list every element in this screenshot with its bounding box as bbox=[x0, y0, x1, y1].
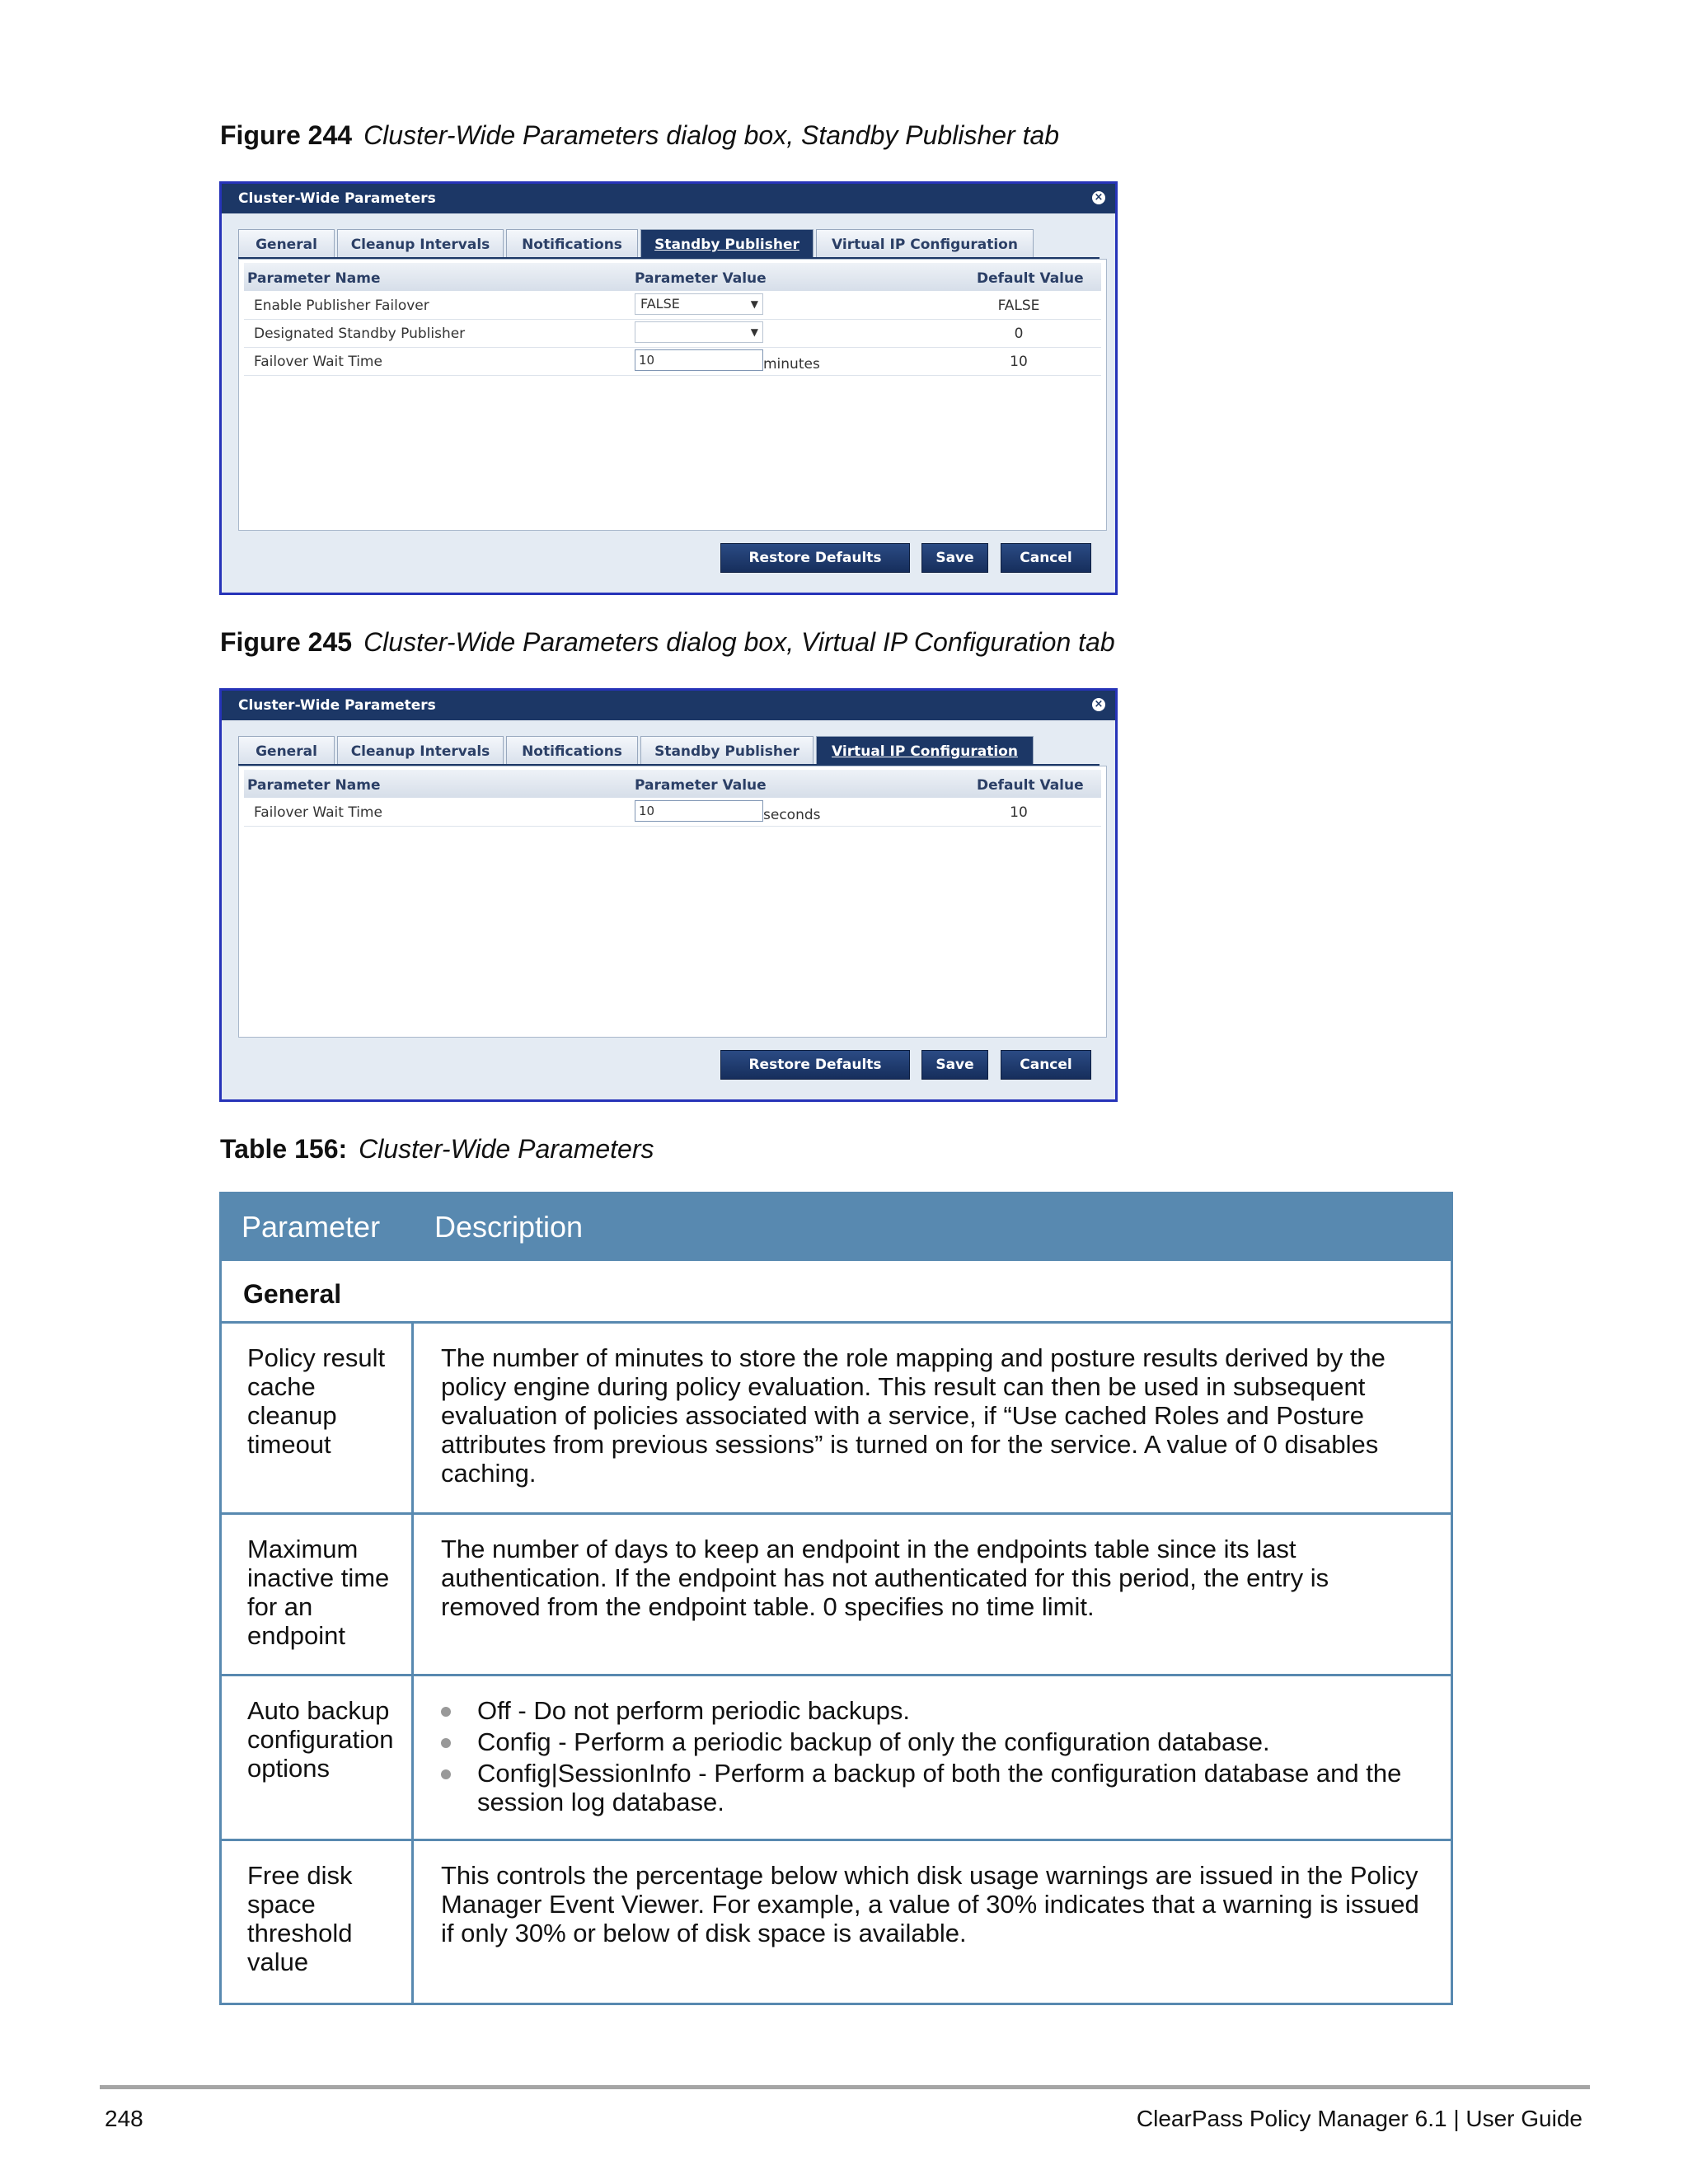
column-default-value: Default Value bbox=[977, 777, 1084, 794]
figure-244-caption bbox=[220, 120, 1059, 151]
button-bar bbox=[222, 1045, 1115, 1086]
figure-caption-text: Cluster-Wide Parameters dialog box, Virtual IP Configuration tab bbox=[363, 627, 1115, 657]
param-unit: seconds bbox=[763, 807, 821, 823]
column-parameter-value: Parameter Value bbox=[635, 777, 767, 794]
footer-divider bbox=[100, 2085, 1590, 2089]
grid-row bbox=[244, 291, 1101, 320]
column-parameter-value: Parameter Value bbox=[635, 270, 767, 287]
save-button[interactable]: Save bbox=[921, 543, 988, 573]
param-name: Designated Standby Publisher bbox=[254, 326, 466, 342]
param-name: Failover Wait Time bbox=[254, 804, 382, 821]
document-title: ClearPass Policy Manager 6.1 | User Guide bbox=[1136, 2106, 1582, 2131]
column-default-value: Default Value bbox=[977, 270, 1084, 287]
header-parameter: Parameter bbox=[241, 1210, 381, 1244]
close-icon[interactable]: × bbox=[1092, 698, 1105, 711]
tab-standby-publisher[interactable]: Standby Publisher bbox=[640, 229, 814, 257]
row-description: The number of days to keep an endpoint in the endpoints table since its last authentication. If the endpoint has not authenticated for this period, the entry is removed from the endpoint table. 0 specifies no time limit. bbox=[441, 1535, 1329, 1621]
table-row bbox=[219, 1676, 1453, 1841]
column-parameter-name: Parameter Name bbox=[247, 270, 381, 287]
button-bar bbox=[222, 538, 1115, 579]
param-default: 10 bbox=[1010, 804, 1028, 821]
bullet-item: Off - Do not perform periodic backups. bbox=[439, 1696, 1428, 1725]
tab-notifications[interactable]: Notifications bbox=[506, 736, 638, 764]
row-parameter: Maximum inactive time for an endpoint bbox=[222, 1515, 414, 1674]
row-description: This controls the percentage below which disk usage warnings are issued in the Policy Manager Event Viewer. For example, a value of 30% indicates that a warning is issued if only 30% or below of disk space is available. bbox=[441, 1861, 1419, 1947]
param-unit: minutes bbox=[763, 356, 820, 373]
dropdown-arrow-icon: ▼ bbox=[750, 326, 758, 338]
grid-row bbox=[244, 319, 1101, 348]
figure-label: Figure 244 bbox=[220, 120, 353, 150]
select-value: FALSE bbox=[640, 296, 680, 312]
param-name: Enable Publisher Failover bbox=[254, 298, 429, 314]
grid-row bbox=[244, 798, 1101, 827]
cluster-wide-parameters-table bbox=[219, 1192, 1453, 2005]
grid-row bbox=[244, 347, 1101, 376]
failover-wait-time-input[interactable]: 10 bbox=[635, 800, 763, 822]
row-description: The number of minutes to store the role mapping and posture results derived by the policy engine during policy evaluation. This result can then be used in subsequent evaluation of policies associated with a service, if “Use cached Roles and Posture attributes from previous sessions” is turned on for the service. A value of 0 disables caching. bbox=[441, 1343, 1386, 1488]
bullet-item: Config - Perform a periodic backup of only the configuration database. bbox=[439, 1727, 1428, 1756]
table-row bbox=[219, 1841, 1453, 2005]
table-header bbox=[219, 1192, 1453, 1261]
restore-defaults-button[interactable]: Restore Defaults bbox=[720, 543, 910, 573]
figure-245-caption bbox=[220, 627, 1115, 658]
param-default: FALSE bbox=[997, 298, 1040, 314]
tab-virtual-ip-configuration[interactable]: Virtual IP Configuration bbox=[816, 736, 1034, 764]
table-caption-text: Cluster-Wide Parameters bbox=[359, 1134, 654, 1164]
failover-wait-time-input[interactable]: 10 bbox=[635, 349, 763, 371]
tab-cleanup-intervals[interactable]: Cleanup Intervals bbox=[337, 736, 504, 764]
designated-standby-publisher-select[interactable] bbox=[635, 321, 763, 343]
row-parameter: Policy result cache cleanup timeout bbox=[222, 1324, 414, 1512]
dialog-title: Cluster-Wide Parameters bbox=[238, 697, 436, 714]
param-default: 10 bbox=[1010, 354, 1028, 370]
tab-general[interactable]: General bbox=[238, 229, 335, 257]
param-default: 0 bbox=[1014, 326, 1024, 342]
cluster-wide-parameters-dialog bbox=[219, 181, 1118, 595]
dialog-title-bar bbox=[222, 691, 1115, 720]
enable-publisher-failover-select[interactable] bbox=[635, 293, 763, 315]
row-parameter: Free disk space threshold value bbox=[222, 1841, 414, 2003]
tab-standby-publisher[interactable]: Standby Publisher bbox=[640, 736, 814, 764]
table-156-caption bbox=[220, 1134, 654, 1165]
figure-caption-text: Cluster-Wide Parameters dialog box, Standby Publisher tab bbox=[363, 120, 1060, 150]
restore-defaults-button[interactable]: Restore Defaults bbox=[720, 1050, 910, 1080]
section-row-general bbox=[219, 1261, 1453, 1324]
column-parameter-name: Parameter Name bbox=[247, 777, 381, 794]
dropdown-arrow-icon: ▼ bbox=[750, 298, 758, 310]
grid-header bbox=[244, 263, 1101, 291]
page-number: 248 bbox=[105, 2106, 143, 2131]
parameters-grid bbox=[238, 766, 1107, 1038]
tab-bar bbox=[238, 229, 1100, 259]
row-description-bullets bbox=[439, 1696, 1428, 1816]
dialog-title-bar bbox=[222, 184, 1115, 213]
param-name: Failover Wait Time bbox=[254, 354, 382, 370]
save-button[interactable]: Save bbox=[921, 1050, 988, 1080]
table-row bbox=[219, 1324, 1453, 1515]
cancel-button[interactable]: Cancel bbox=[1001, 543, 1091, 573]
tab-bar bbox=[238, 736, 1100, 766]
section-title: General bbox=[243, 1279, 342, 1309]
table-row bbox=[219, 1515, 1453, 1676]
tab-cleanup-intervals[interactable]: Cleanup Intervals bbox=[337, 229, 504, 257]
tab-virtual-ip-configuration[interactable]: Virtual IP Configuration bbox=[816, 229, 1034, 257]
parameters-grid bbox=[238, 259, 1107, 531]
bullet-item: Config|SessionInfo - Perform a backup of both the configuration database and the session log database. bbox=[439, 1759, 1428, 1816]
tab-notifications[interactable]: Notifications bbox=[506, 229, 638, 257]
tab-general[interactable]: General bbox=[238, 736, 335, 764]
grid-header bbox=[244, 770, 1101, 798]
header-description: Description bbox=[434, 1210, 584, 1244]
close-icon[interactable]: × bbox=[1092, 191, 1105, 204]
cluster-wide-parameters-dialog bbox=[219, 688, 1118, 1102]
cancel-button[interactable]: Cancel bbox=[1001, 1050, 1091, 1080]
table-label: Table 156: bbox=[220, 1134, 348, 1164]
row-parameter: Auto backup configuration options bbox=[222, 1676, 414, 1839]
dialog-title: Cluster-Wide Parameters bbox=[238, 190, 436, 207]
figure-label: Figure 245 bbox=[220, 627, 353, 657]
